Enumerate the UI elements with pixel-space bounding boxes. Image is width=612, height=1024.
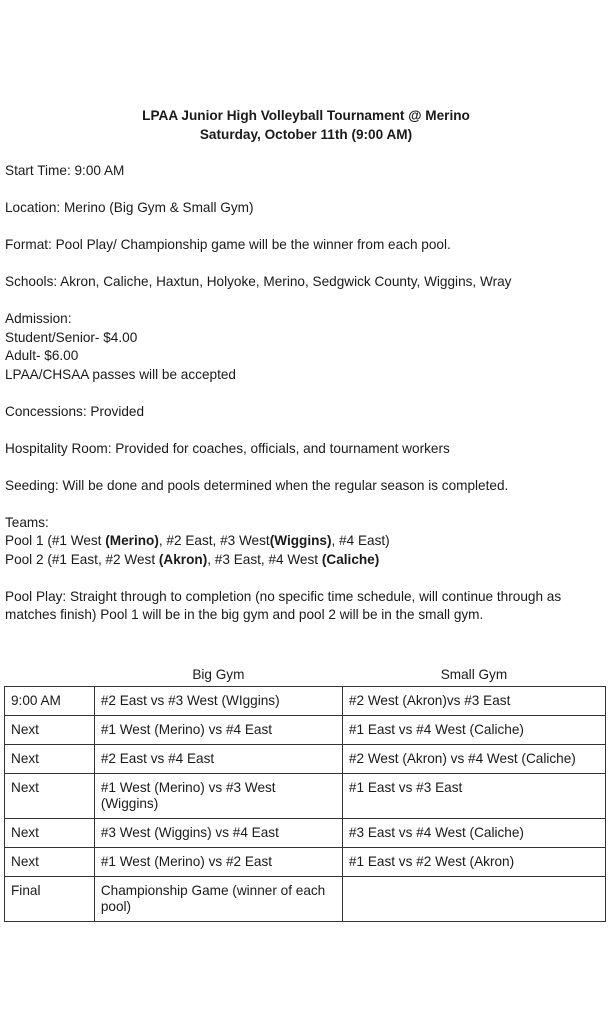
pool-1-text: , #2 East, #3 West [158,533,270,548]
column-header-time [5,666,95,687]
big-gym-cell: #3 West (Wiggins) vs #4 East [94,819,342,848]
schools: Schools: Akron, Caliche, Haxtun, Holyoke, Merino, Sedgwick County, Wiggins, Wray [5,274,512,289]
admission-student: Student/Senior- $4.00 [5,329,138,345]
teams-section [5,514,605,570]
document-title: LPAA Junior High Volleyball Tournament @ Merino [142,108,470,123]
pool-1-text: Pool 1 (#1 West [5,533,106,548]
concessions: Concessions: Provided [5,403,145,419]
admission-section [5,310,605,384]
document-date: Saturday, October 11th (9:00 AM) [199,127,413,142]
big-gym-cell: #1 West (Merino) vs #4 East [94,716,342,745]
column-header-small-gym: Small Gym [440,667,508,682]
time-cell: 9:00 AM [5,687,95,716]
admission-label: Admission: [5,311,72,326]
small-gym-cell: #2 West (Akron) vs #4 West (Caliche) [342,745,605,774]
time-cell: Next [5,848,95,877]
time-cell: Final [5,877,95,922]
table-row [5,877,606,922]
teams-label: Teams: [5,514,49,530]
big-gym-cell: #1 West (Merino) vs #3 West (Wiggins) [94,774,342,819]
hospitality: Hospitality Room: Provided for coaches, officials, and tournament workers [5,440,450,456]
small-gym-cell: #1 East vs #2 West (Akron) [342,848,605,877]
time-cell: Next [5,819,95,848]
pool-2-akron: (Akron) [158,551,208,567]
big-gym-cell: #2 East vs #3 West (WIggins) [94,687,342,716]
table-row [5,687,606,716]
column-header-big-gym: Big Gym [192,667,245,682]
pool-1-teams [5,532,605,551]
pool-2-text: , #3 East, #4 West [207,551,322,567]
pool-2-text: Pool 2 (#1 East, #2 West [5,551,159,567]
small-gym-cell: #1 East vs #3 East [342,774,605,819]
start-time: Start Time: 9:00 AM [5,163,125,178]
pool-2-caliche: (Caliche) [321,551,380,567]
pool-1-wiggins: (Wiggins) [269,533,332,548]
small-gym-cell: #3 East vs #4 West (Caliche) [342,819,605,848]
admission-passes: LPAA/CHSAA passes will be accepted [5,366,236,382]
document-title-block [0,106,612,144]
time-cell: Next [5,716,95,745]
table-row [5,774,606,819]
pool-1-merino: (Merino) [105,533,159,548]
big-gym-cell: #2 East vs #4 East [94,745,342,774]
big-gym-cell: Championship Game (winner of each pool) [94,877,342,922]
small-gym-cell: #1 East vs #4 West (Caliche) [342,716,605,745]
table-row [5,745,606,774]
seeding: Seeding: Will be done and pools determined when the regular season is completed. [5,477,509,493]
location: Location: Merino (Big Gym & Small Gym) [5,200,254,215]
pool-2-teams [5,551,605,570]
pool-1-text: , #4 East) [331,533,390,548]
schedule-header-row [5,666,606,687]
time-cell: Next [5,774,95,819]
table-row [5,848,606,877]
small-gym-cell [342,877,605,922]
big-gym-cell: #1 West (Merino) vs #2 East [94,848,342,877]
format: Format: Pool Play/ Championship game will be the winner from each pool. [5,237,451,252]
small-gym-cell: #2 West (Akron)vs #3 East [342,687,605,716]
admission-adult: Adult- $6.00 [5,348,79,363]
pool-play: Pool Play: Straight through to completion (no specific time schedule, will continue through as matches finish) Pool 1 will be in the big gym and pool 2 will be in the small gym. [5,588,562,622]
time-cell: Next [5,745,95,774]
table-row [5,716,606,745]
schedule-table [4,666,606,922]
tournament-info [5,162,605,643]
table-row [5,819,606,848]
